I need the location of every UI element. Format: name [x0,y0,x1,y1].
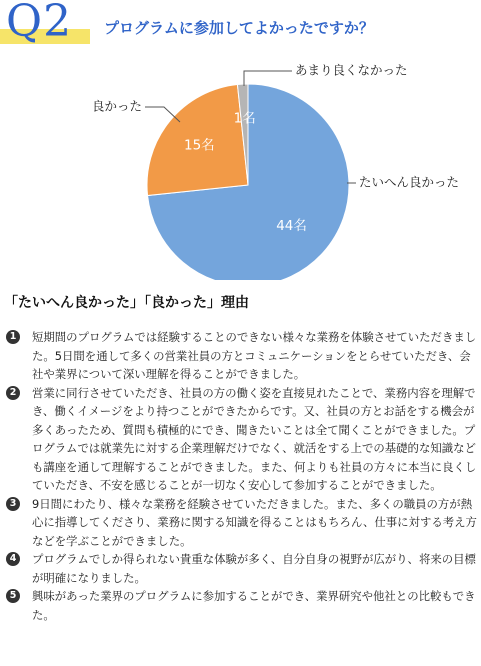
reasons-title: 「たいへん良かった」「良かった」理由 [4,295,249,311]
reason-number-3: 3 [6,497,20,511]
category-label-good: 良かった [91,98,142,114]
reason-text-5: 興味があった業界のプログラムに参加することができ、業界研究や他社との比較もできた。 [32,589,476,622]
slice-value-very-good: 44名 [276,218,307,235]
reason-item [6,550,478,587]
reason-number-4: 4 [6,552,20,566]
reasons-list [6,328,478,624]
reason-item [6,495,478,551]
pie-chart [0,50,481,280]
question-number: Q2 [6,0,73,47]
question-header [0,0,481,50]
reason-item [6,384,478,495]
category-label-very-good: たいへん良かった [359,174,460,190]
slice-value-good: 15名 [183,137,215,154]
reason-text-1: 短期間のプログラムでは経験することのできない様々な業務を体験させていただきました。5日間を通して多くの営業社員の方とコミュニケーションをとらせていただき、会社や業界について深い理解を得ることができました。 [32,330,477,381]
reason-number-1: 1 [6,330,20,344]
reason-item [6,587,478,624]
reason-number-5: 5 [6,589,20,603]
reason-item [6,328,478,384]
reason-text-3: 9日間にわたり、様々な業務を経験させていただきました。また、多くの職員の方が熱心に指導してくださり、業務に関する知識を得ることはもちろん、仕事に対する考え方などを学ぶことができました。 [32,496,477,548]
category-label-not-good: あまり良くなかった [295,62,408,78]
question-title: プログラムに参加してよかったですか？ [104,19,374,37]
slice-value-not-good: 1名 [233,110,256,127]
reason-text-4: プログラムでしか得られない貴重な体験が多く、自分自身の視野が広がり、将来の目標が明確になりました。 [32,552,476,585]
reason-text-2: 営業に同行させていただき、社員の方の働く姿を直接見れたことで、業務内容を理解でき、働くイメージをより持つことができたからです。又、社員の方とお話をする機会が多くあったため、質問も積極的にでき、聞きたいことは全て聞くことができました。プログラムでは就業先に対する企業理解だけでなく、就活をする上での基礎的な知識なども講座を通して理解することができました。また、何よりも社員の方々に本当に良くしていただき、不安を感じることが一切なく安心して参加することができました。 [32,385,477,492]
reason-number-2: 2 [6,386,20,400]
